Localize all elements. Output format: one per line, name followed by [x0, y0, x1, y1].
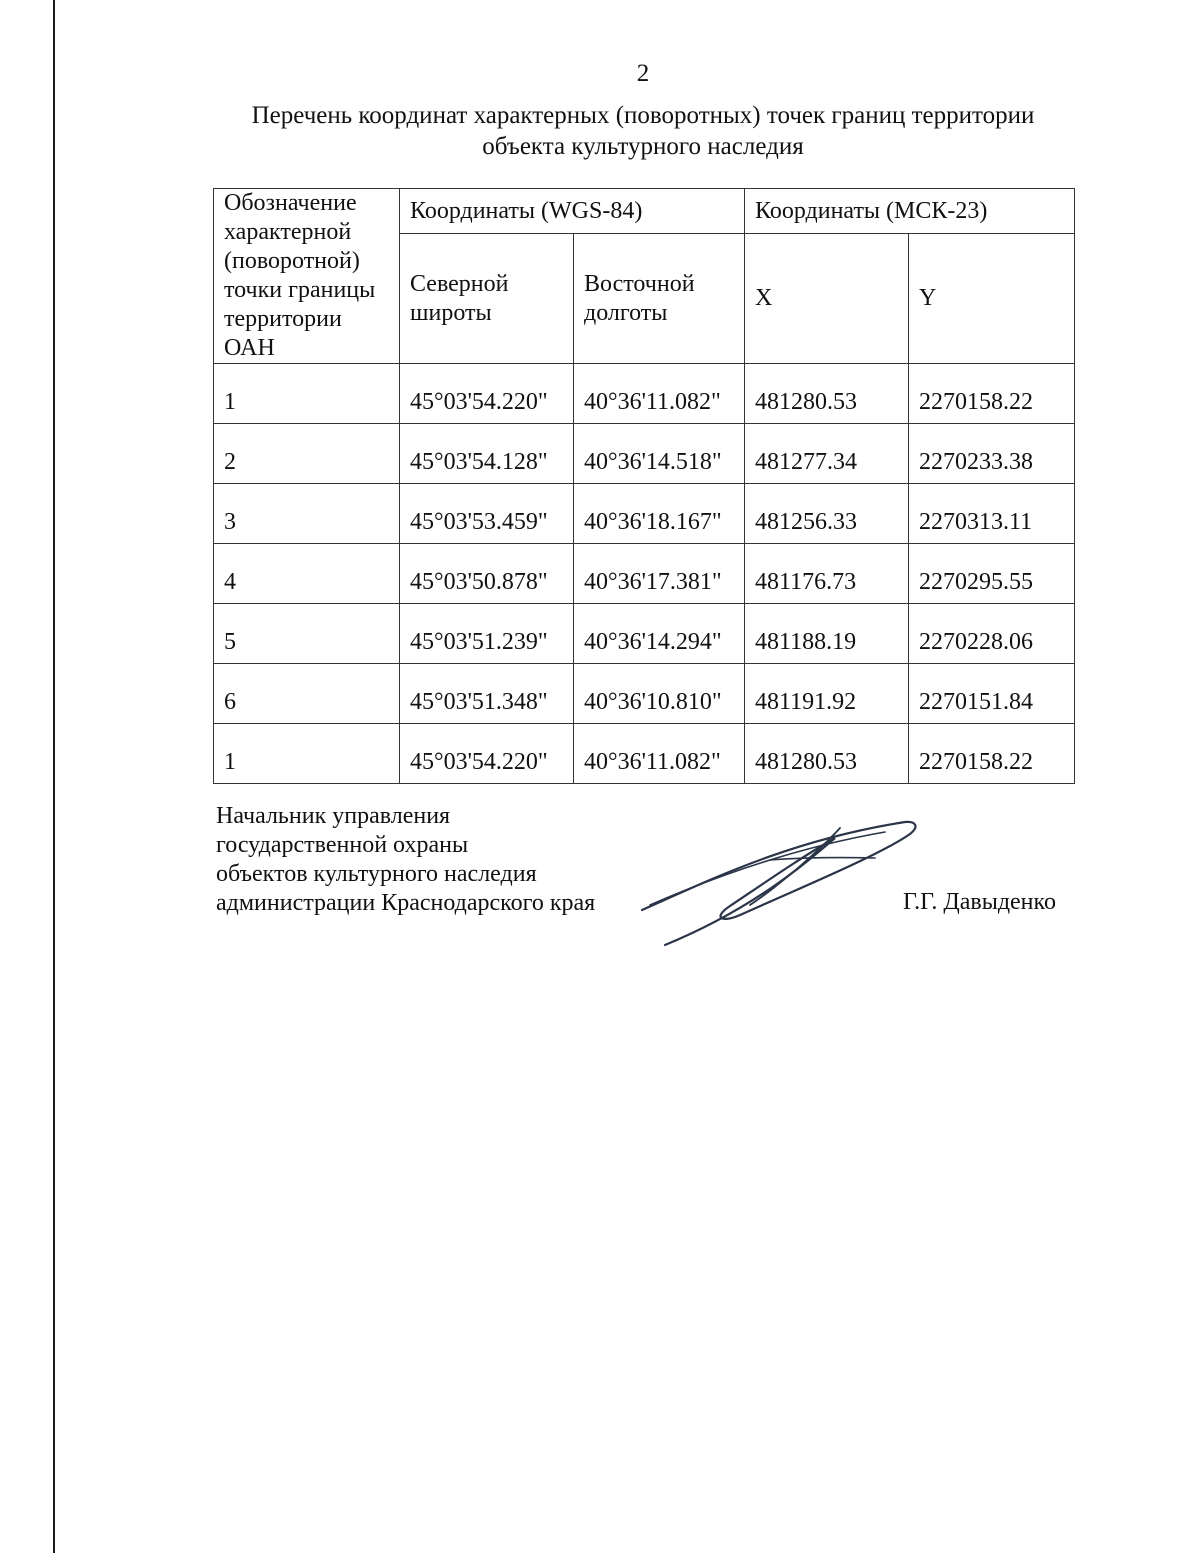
position-line: объектов культурного наследия — [216, 861, 537, 887]
cell-latitude: 45°03'54.220" — [400, 724, 574, 784]
scan-edge-line — [53, 0, 55, 1553]
cell-latitude: 45°03'53.459" — [400, 484, 574, 544]
page-number: 2 — [636, 60, 650, 87]
header-north-latitude: Северной широты — [400, 234, 574, 364]
cell-longitude: 40°36'14.518" — [574, 424, 745, 484]
cell-point: 1 — [214, 364, 400, 424]
header-group-wgs84: Координаты (WGS-84) — [400, 189, 745, 234]
table-row — [214, 664, 1075, 724]
cell-x: 481191.92 — [745, 664, 909, 724]
signatory-name: Г.Г. Давыденко — [903, 889, 1056, 915]
position-line: Начальник управления — [216, 803, 451, 829]
cell-point: 3 — [214, 484, 400, 544]
handwritten-signature-icon — [630, 810, 930, 960]
title-line-1: Перечень координат характерных (поворотных) точек границ территории — [251, 102, 1035, 129]
position-line: государственной охраны — [216, 832, 469, 858]
cell-point: 5 — [214, 604, 400, 664]
header-x: X — [745, 234, 909, 364]
table-row — [214, 604, 1075, 664]
cell-x: 481188.19 — [745, 604, 909, 664]
cell-y: 2270228.06 — [909, 604, 1075, 664]
cell-y: 2270233.38 — [909, 424, 1075, 484]
cell-point: 6 — [214, 664, 400, 724]
cell-longitude: 40°36'11.082" — [574, 724, 745, 784]
header-group-msk23: Координаты (МСК-23) — [745, 189, 1075, 234]
document-title — [200, 100, 1086, 162]
table-row — [214, 484, 1075, 544]
header-designation: Обозначение характерной (поворотной) точки границы территории ОАН — [214, 189, 400, 364]
cell-longitude: 40°36'18.167" — [574, 484, 745, 544]
cell-x: 481277.34 — [745, 424, 909, 484]
cell-x: 481280.53 — [745, 364, 909, 424]
cell-point: 1 — [214, 724, 400, 784]
cell-x: 481176.73 — [745, 544, 909, 604]
cell-x: 481256.33 — [745, 484, 909, 544]
cell-longitude: 40°36'11.082" — [574, 364, 745, 424]
cell-longitude: 40°36'17.381" — [574, 544, 745, 604]
cell-latitude: 45°03'54.220" — [400, 364, 574, 424]
cell-point: 4 — [214, 544, 400, 604]
title-line-2: объекта культурного наследия — [482, 133, 804, 160]
signatory-position — [216, 802, 595, 918]
table-row — [214, 544, 1075, 604]
cell-y: 2270158.22 — [909, 724, 1075, 784]
table-row — [214, 424, 1075, 484]
cell-y: 2270313.11 — [909, 484, 1075, 544]
cell-y: 2270295.55 — [909, 544, 1075, 604]
cell-latitude: 45°03'50.878" — [400, 544, 574, 604]
cell-latitude: 45°03'54.128" — [400, 424, 574, 484]
cell-y: 2270158.22 — [909, 364, 1075, 424]
cell-longitude: 40°36'10.810" — [574, 664, 745, 724]
table-row — [214, 724, 1075, 784]
table-header-row — [214, 189, 1075, 234]
cell-point: 2 — [214, 424, 400, 484]
cell-latitude: 45°03'51.239" — [400, 604, 574, 664]
cell-longitude: 40°36'14.294" — [574, 604, 745, 664]
position-line: администрации Краснодарского края — [216, 890, 596, 916]
cell-x: 481280.53 — [745, 724, 909, 784]
coordinates-table — [213, 188, 1075, 784]
header-east-longitude: Восточной долготы — [574, 234, 745, 364]
cell-y: 2270151.84 — [909, 664, 1075, 724]
header-y: Y — [909, 234, 1075, 364]
cell-latitude: 45°03'51.348" — [400, 664, 574, 724]
table-row — [214, 364, 1075, 424]
